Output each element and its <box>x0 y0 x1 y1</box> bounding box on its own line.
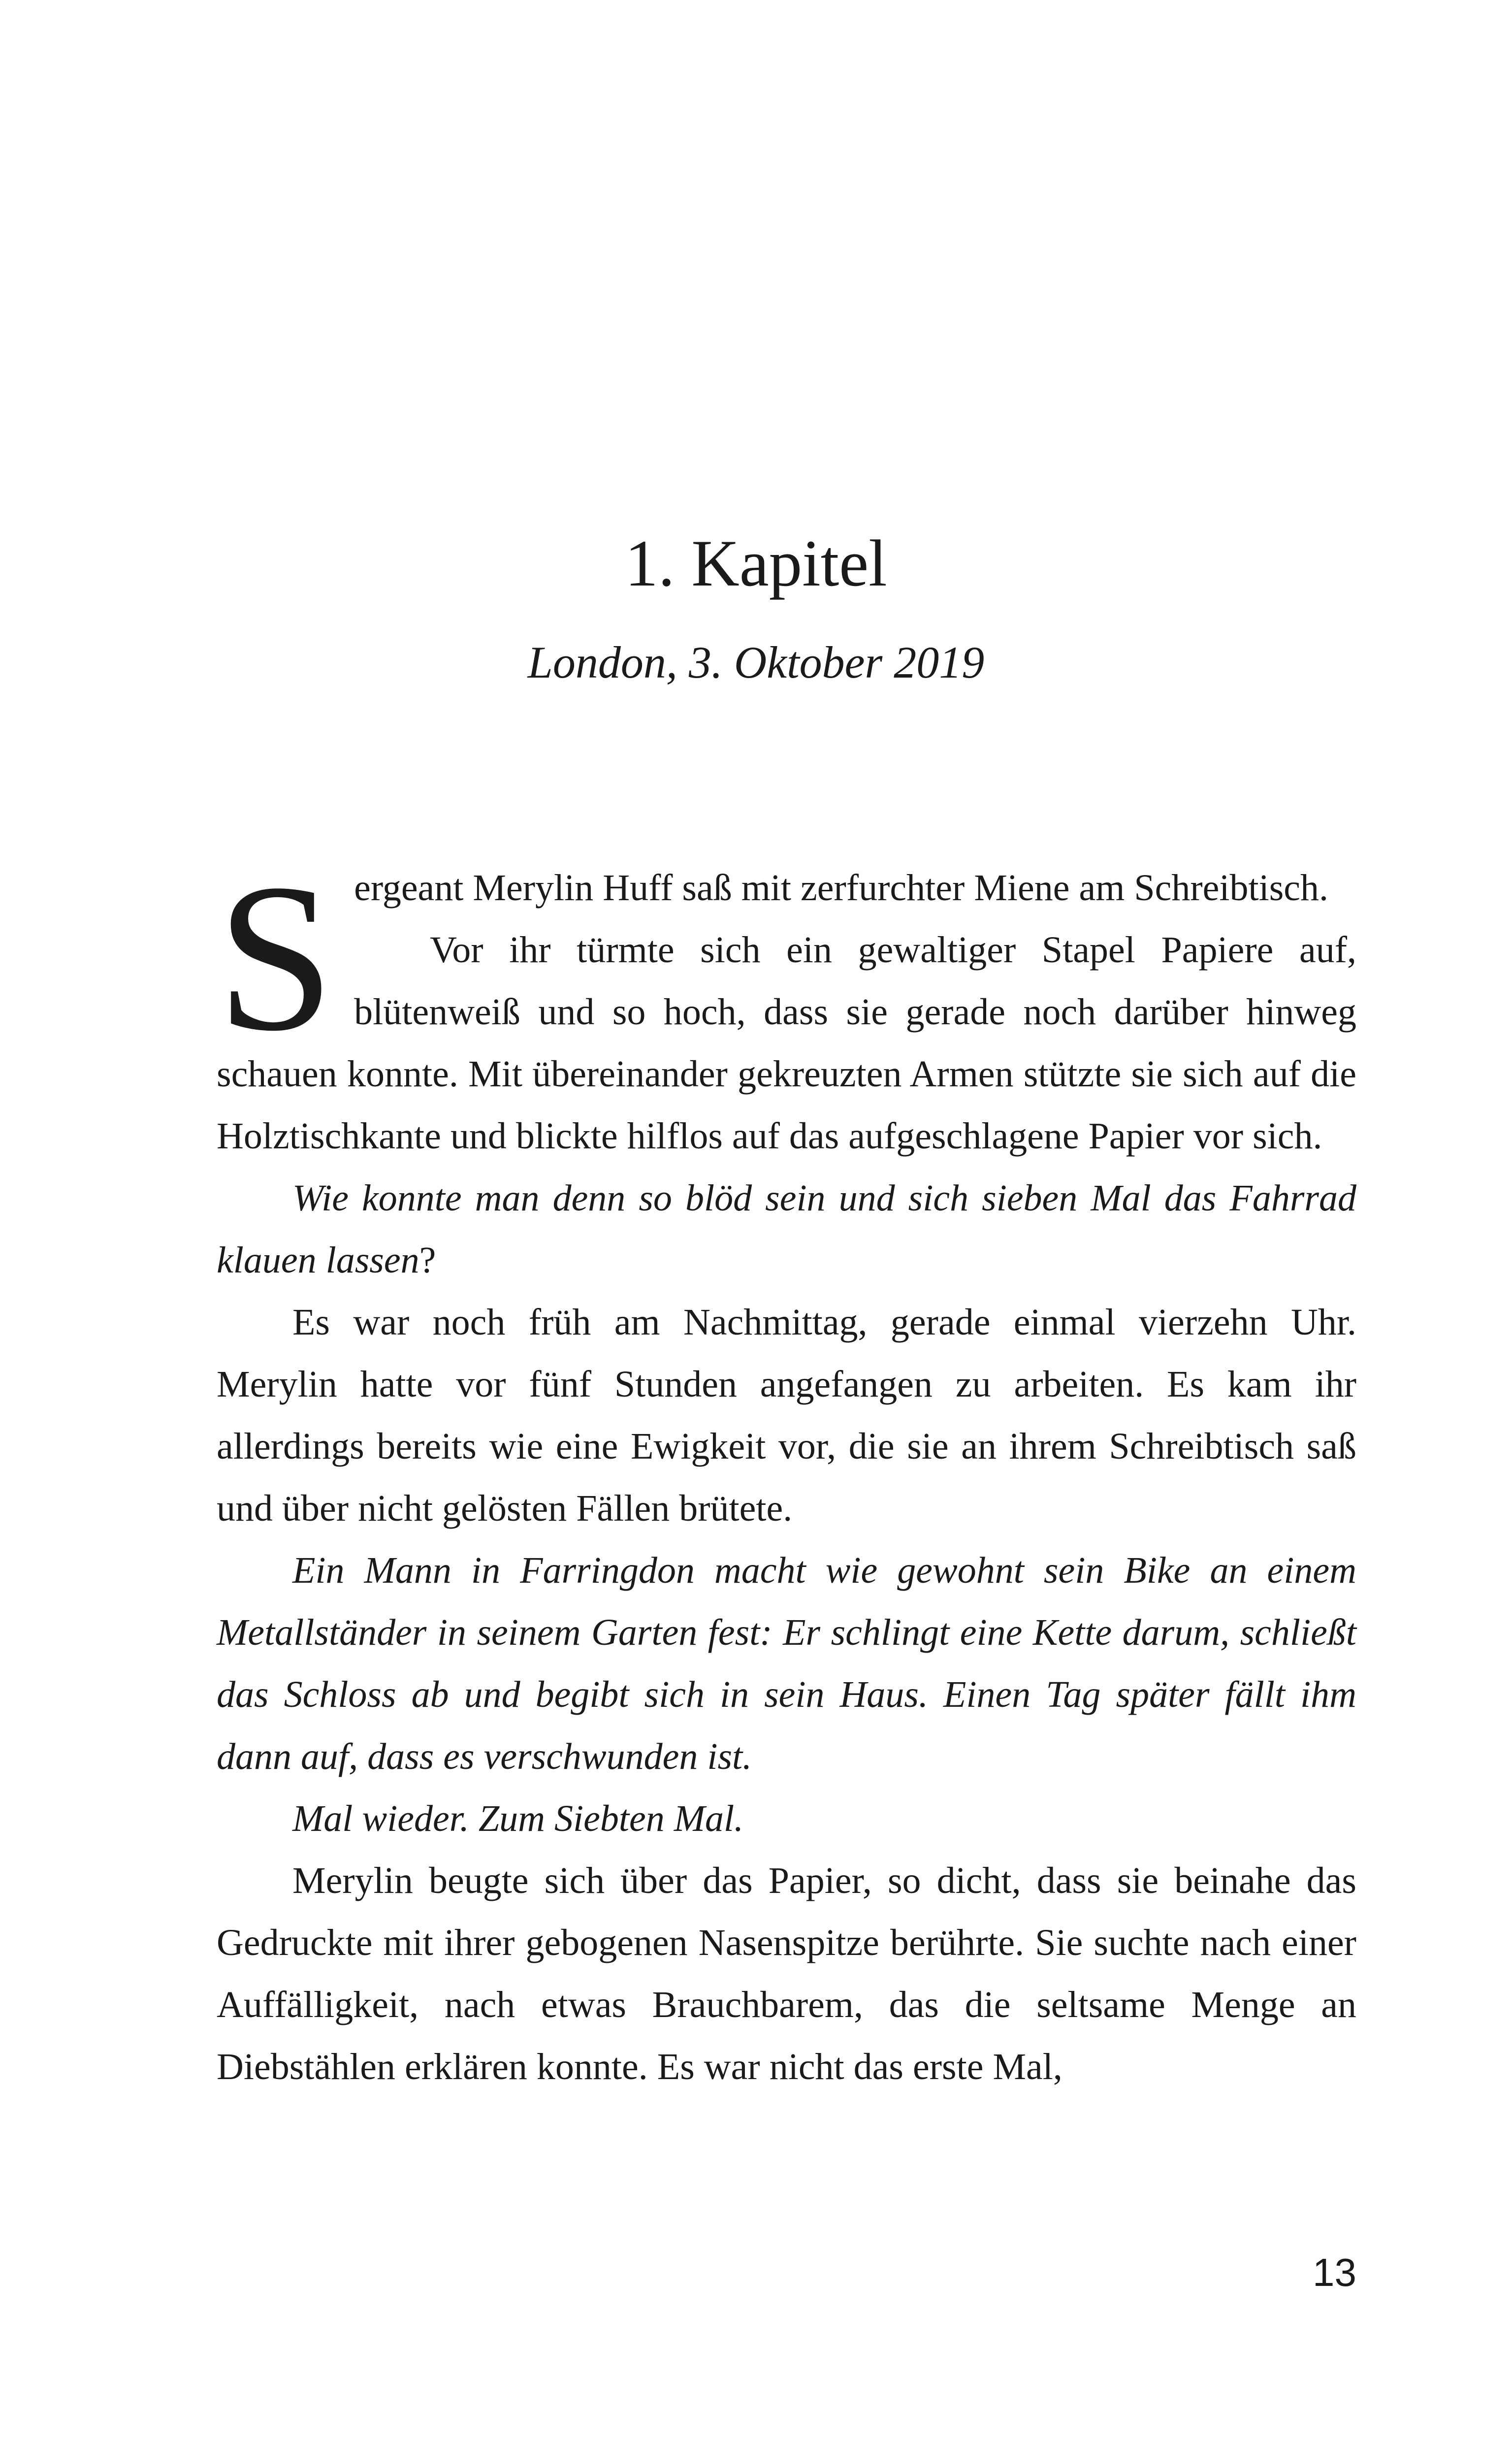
paragraph-1-text: ergeant Merylin Huff saß mit zerfurchter Miene am Schreibtisch. <box>354 867 1329 909</box>
paragraph-5: Ein Mann in Farringdon macht wie gewohnt sein Bike an einem Metallständer in seinem Garten fest: Er schlingt eine Kette darum, schließt das Schloss ab und begibt sich in sein Haus. Einen Tag später fällt ihm dann auf, dass es verschwunden ist. <box>217 1550 1356 1777</box>
paragraph-3 <box>217 1167 1356 1291</box>
body-text <box>217 841 1356 2098</box>
chapter-subtitle: London, 3. Oktober 2019 <box>527 637 985 687</box>
page-number: 13 <box>1313 2250 1356 2294</box>
paragraph-2: Vor ihr türmte sich ein gewaltiger Stapel Papiere auf, blütenweiß und so hoch, dass sie gerade noch darüber hinweg schauen konnte. Mit übereinander gekreuzten Armen stützte sie sich auf die Holztischkante und blickte hilflos auf das aufgeschlagene Papier vor sich. <box>217 929 1356 1157</box>
paragraph-3-italic: Wie konnte man denn so blöd sein und sich sieben Mal das Fahrrad klauen lassen <box>217 1177 1356 1281</box>
paragraph-7: Merylin beugte sich über das Papier, so dicht, dass sie beinahe das Gedruckte mit ihrer gebogenen Nasenspitze berührte. Sie suchte nach einer Auffälligkeit, nach etwas Brauchbarem, das die seltsame Menge an Diebstählen erklären konnte. Es war nicht das erste Mal, <box>217 1860 1356 2087</box>
paragraph-4: Es war noch früh am Nachmittag, gerade einmal vierzehn Uhr. Merylin hatte vor fünf Stunden angefangen zu arbeiten. Es kam ihr allerdings bereits wie eine Ewigkeit vor, die sie an ihrem Schreibtisch saß und über nicht gelösten Fällen brütete. <box>217 1302 1356 1529</box>
paragraph-3-tail: ? <box>419 1239 436 1281</box>
chapter-title: 1. Kapitel <box>625 527 887 600</box>
drop-cap: S <box>217 841 335 1075</box>
paragraph-6: Mal wieder. Zum Siebten Mal. <box>292 1798 744 1839</box>
